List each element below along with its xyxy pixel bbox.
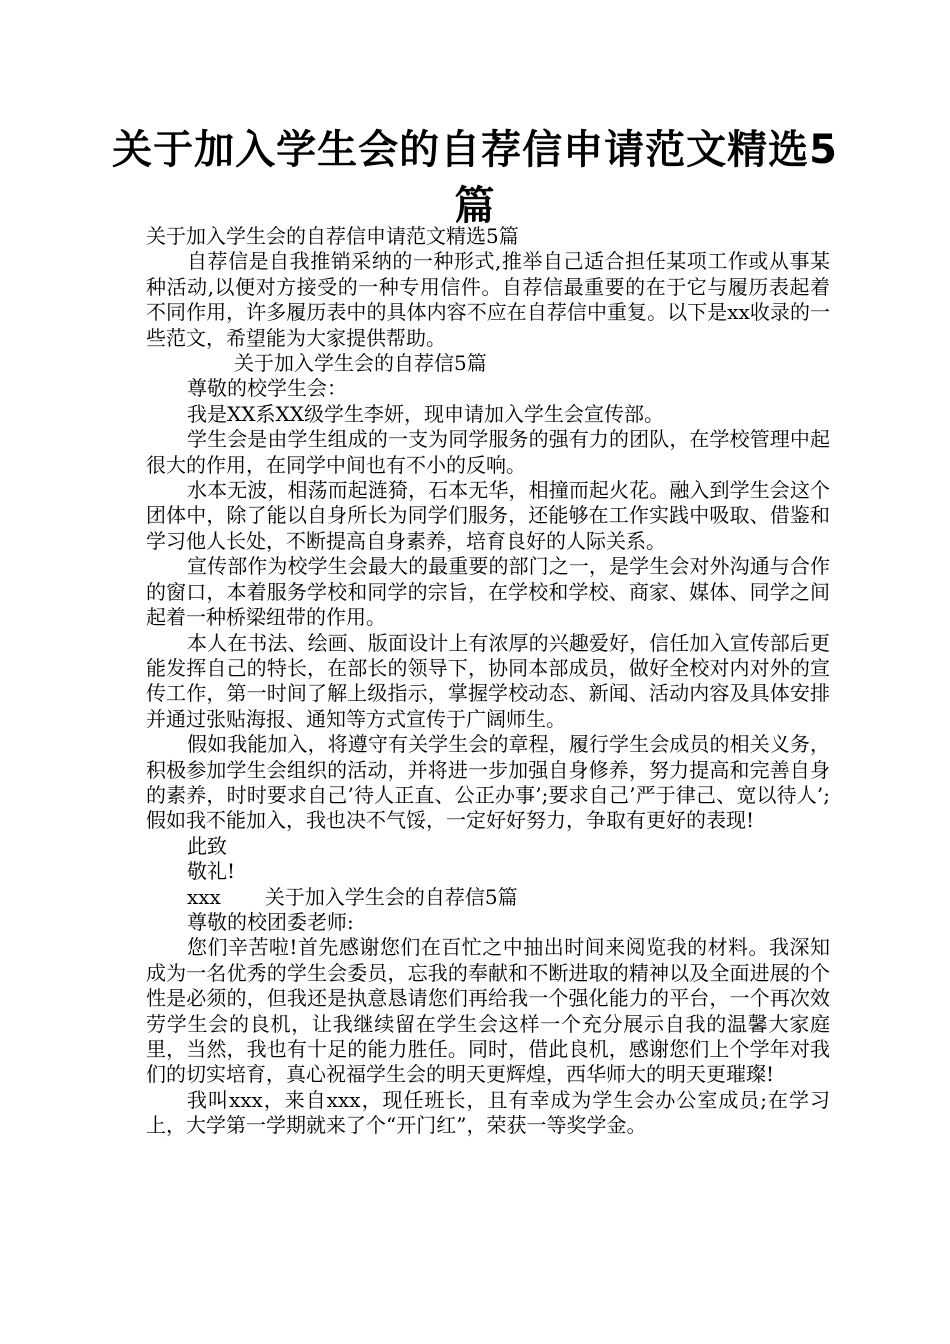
letter2-salutation: 尊敬的校团委老师: [187, 909, 354, 934]
letter1-closing: 此致 [187, 833, 227, 858]
letter1-paragraph: 假如我能加入，将遵守有关学生会的章程，履行学生会成员的相关义务，积极参加学生会组织的活动，并将进一步加强自身修养，努力提高和完善自身的素养，时时要求自己’待人正直、公正办事’;要求自己’严于律己、宽以待人’;假如我不能加入，我也决不气馁，一定好好努力，争取有更好的表现! [146, 732, 830, 833]
letter1-paragraph: 我是XX系XX级学生李妍，现申请加入学生会宣传部。 [187, 401, 664, 426]
letter1-paragraph: 本人在书法、绘画、版面设计上有浓厚的兴趣爱好，信任加入宣传部后更能发挥自己的特长，在部长的领导下，协同本部成员，做好全校对内对外的宣传工作，第一时间了解上级指示，掌握学校动态、新闻、活动内容及具体安排并通过张贴海报、通知等方式宣传于广阔师生。 [146, 630, 830, 731]
letter2-heading: 关于加入学生会的自荐信5篇 [264, 884, 518, 909]
letter2-paragraph: 您们辛苦啦!首先感谢您们在百忙之中抽出时间来阅览我的材料。我深知成为一名优秀的学生会委员，忘我的奉献和不断进取的精神以及全面进展的个性是必须的，但我还是执意恳请您们再给我一个强化能力的平台，一个再次效劳学生会的良机，让我继续留在学生会这样一个充分展示自我的温馨大家庭里，当然，我也有十足的能力胜任。同时，借此良机，感谢您们上个学年对我们的切实培育，真心祝福学生会的明天更辉煌，西华师大的明天更璀璨! [146, 935, 830, 1087]
letter1-paragraph: 水本无波，相荡而起涟猗，石本无华，相撞而起火花。融入到学生会这个团体中，除了能以自身所长为同学们服务，还能够在工作实践中吸取、借鉴和学习他人长处，不断提高自身素养，培育良好的人际关系。 [146, 478, 830, 553]
document-title: 关于加入学生会的自荐信申请范文精选5篇 [112, 127, 838, 229]
letter2-paragraph: 我叫xxx，来自xxx，现任班长，且有幸成为学生会办公室成员;在学习上，大学第一学期就来了个“开门红”，荣获一等奖学金。 [146, 1087, 830, 1138]
document-body [146, 224, 830, 1139]
letter1-salutation: 尊敬的校学生会： [187, 376, 347, 401]
letter1-signature: xxx [187, 884, 221, 909]
document-subtitle: 关于加入学生会的自荐信申请范文精选5篇 [146, 224, 519, 248]
intro-paragraph: 自荐信是自我推销采纳的一种形式,推举自己适合担任某项工作或从事某种活动,以便对方接受的一种专用信件。自荐信最重要的在于它与履历表起着不同作用，许多履历表中的具体内容不应在自荐信中重复。以下是xx收录的一些范文，希望能为大家提供帮助。 [146, 249, 830, 350]
letter1-paragraph: 宣传部作为校学生会最大的最重要的部门之一，是学生会对外沟通与合作的窗口，本着服务学校和同学的宗旨，在学校和学校、商家、媒体、同学之间起着一种桥梁纽带的作用。 [146, 554, 830, 630]
letter1-regards: 敬礼! [187, 859, 236, 884]
letter1-heading: 关于加入学生会的自荐信5篇 [234, 351, 487, 376]
letter1-paragraph: 学生会是由学生组成的一支为同学服务的强有力的团队，在学校管理中起很大的作用，在同学中间也有不小的反响。 [146, 427, 830, 477]
letter1-signature-line [146, 885, 830, 910]
